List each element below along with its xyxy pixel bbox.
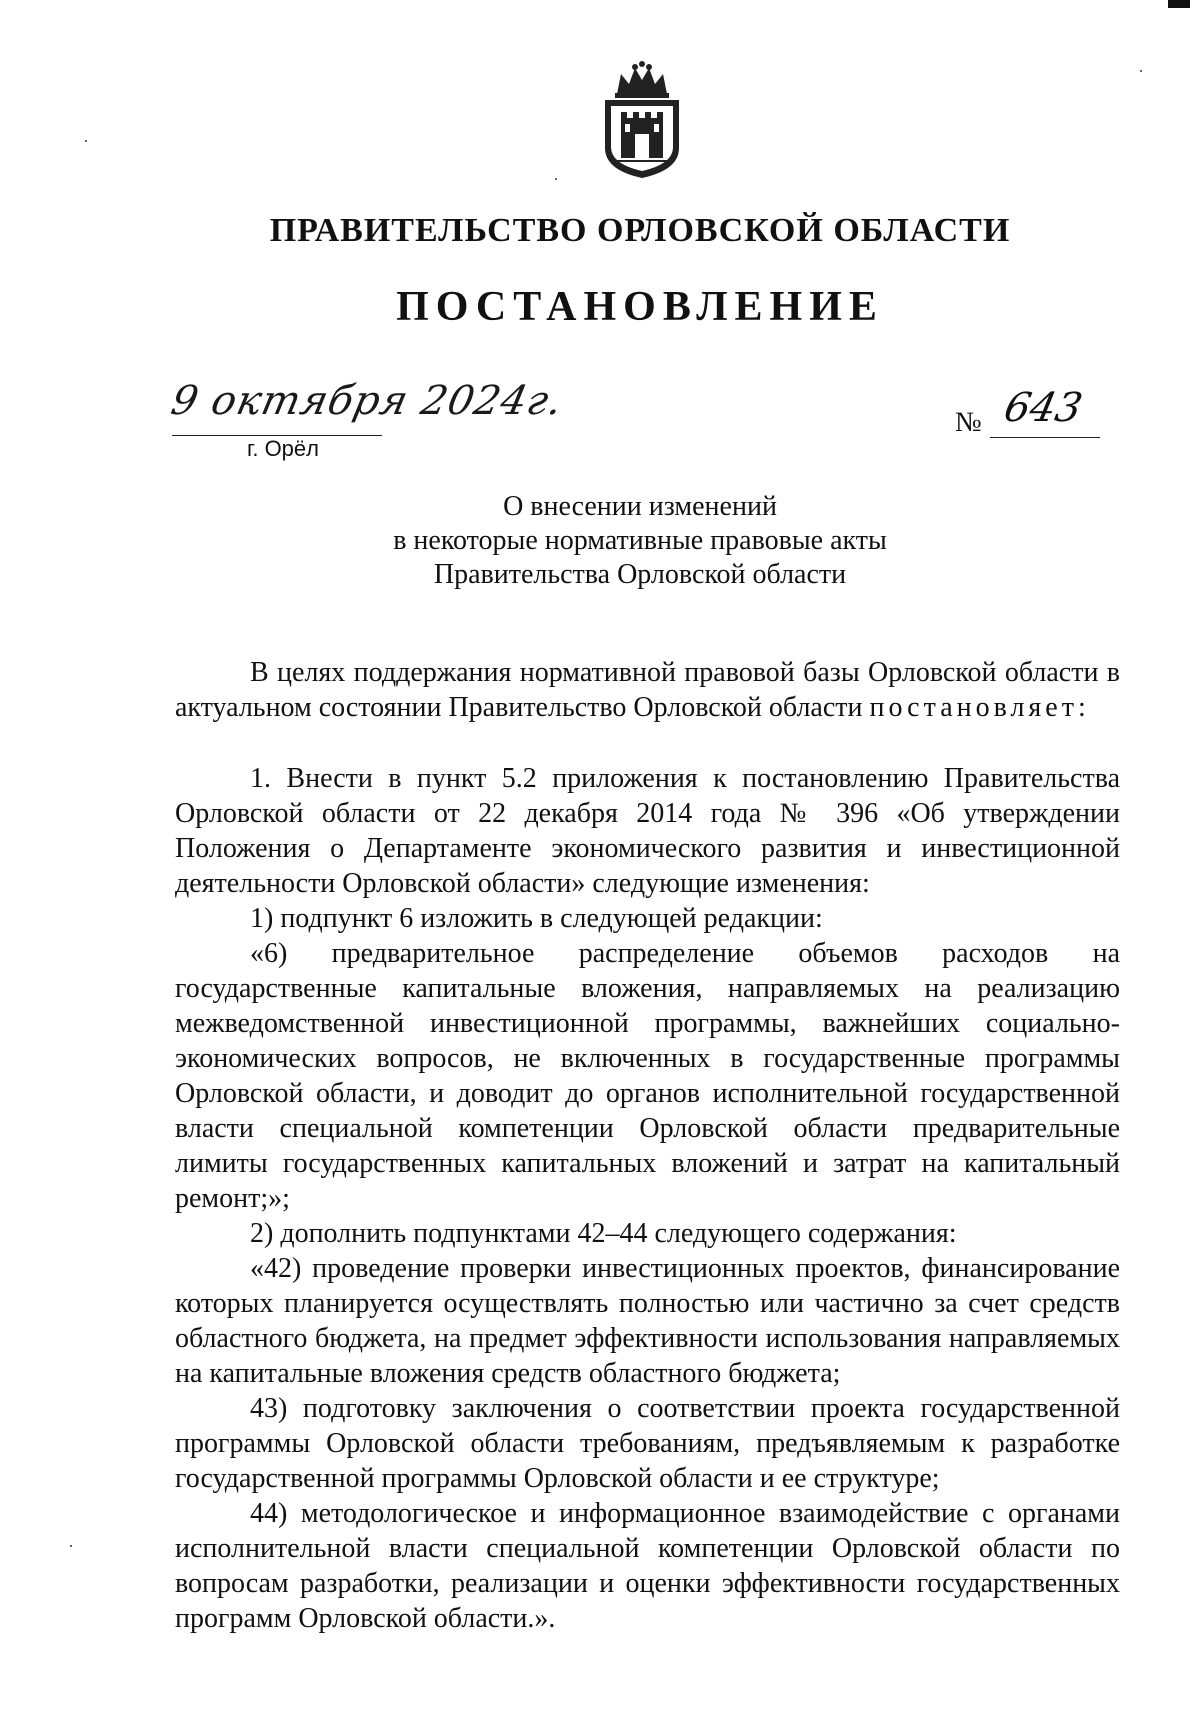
body-paragraph: «42) проведение проверки инвестиционных проектов, финансирование которых планируется осуществлять полностью или частично за счет средств областного бюджета, на предмет эффективности использования направляемых на капитальные вложения средств областного бюджета; bbox=[175, 1253, 1120, 1389]
issuing-authority: ПРАВИТЕЛЬСТВО ОРЛОВСКОЙ ОБЛАСТИ bbox=[269, 212, 1011, 249]
subject-line: О внесении изменений bbox=[503, 491, 777, 522]
number-sign: № bbox=[955, 407, 982, 438]
handwritten-date: 9 октября 2024г. bbox=[167, 378, 568, 424]
orel-region-coat-of-arms-icon bbox=[595, 60, 690, 180]
handwritten-number: 643 bbox=[1000, 385, 1087, 431]
number-underline bbox=[990, 437, 1100, 438]
subject-line: Правительства Орловской области bbox=[433, 559, 847, 590]
preamble-verb: постановляет: bbox=[869, 692, 1090, 723]
subject-line: в некоторые нормативные правовые акты bbox=[393, 525, 887, 556]
body-paragraph: «6) предварительное распределение объемов расходов на государственные капитальные вложения, направляемых на реализацию межведомственной инвестиционной программы, важнейших социально-экономических вопросов, не включенных в государственные программы Орловской области, и доводит до органов исполнительной государственной власти специальной компетенции Орловской области предварительные лимиты государственных капитальных вложений и затрат на капитальный ремонт;»; bbox=[175, 938, 1120, 1214]
scan-speck bbox=[555, 178, 557, 180]
body-paragraph: 44) методологическое и информационное взаимодействие с органами исполнительной власти специальной компетенции Орловской области по вопросам разработки, реализации и оценки эффективности государственных программ Орловской области.». bbox=[175, 1498, 1120, 1634]
preamble-paragraph bbox=[175, 655, 1120, 725]
body-paragraph: 1) подпункт 6 изложить в следующей редакции: bbox=[250, 903, 823, 934]
document-body bbox=[175, 655, 1120, 1636]
body-paragraph: 2) дополнить подпунктами 42–44 следующего содержания: bbox=[250, 1218, 957, 1249]
scan-corner-mark bbox=[1168, 0, 1190, 8]
scan-speck bbox=[1140, 70, 1142, 72]
body-paragraph: 43) подготовку заключения о соответствии проекта государственной программы Орловской области требованиям, предъявляемым к разработке государственной программы Орловской области и ее структуре; bbox=[175, 1393, 1120, 1494]
city-label: г. Орёл bbox=[247, 436, 319, 461]
scan-speck bbox=[85, 140, 87, 142]
body-paragraph: 1. Внести в пункт 5.2 приложения к постановлению Правительства Орловской области от 22 декабря 2014 года № 396 «Об утверждении Положения о Департаменте экономического развития и инвестиционной деятельности Орловской области» следующие изменения: bbox=[175, 763, 1120, 899]
preamble-text: В целях поддержания нормативной правовой базы Орловской области в актуальном состоянии Правительство Орловской области bbox=[175, 657, 1120, 723]
scan-speck bbox=[70, 1545, 72, 1547]
document-subject bbox=[0, 490, 1200, 592]
document-type-title: ПОСТАНОВЛЕНИЕ bbox=[396, 284, 884, 330]
